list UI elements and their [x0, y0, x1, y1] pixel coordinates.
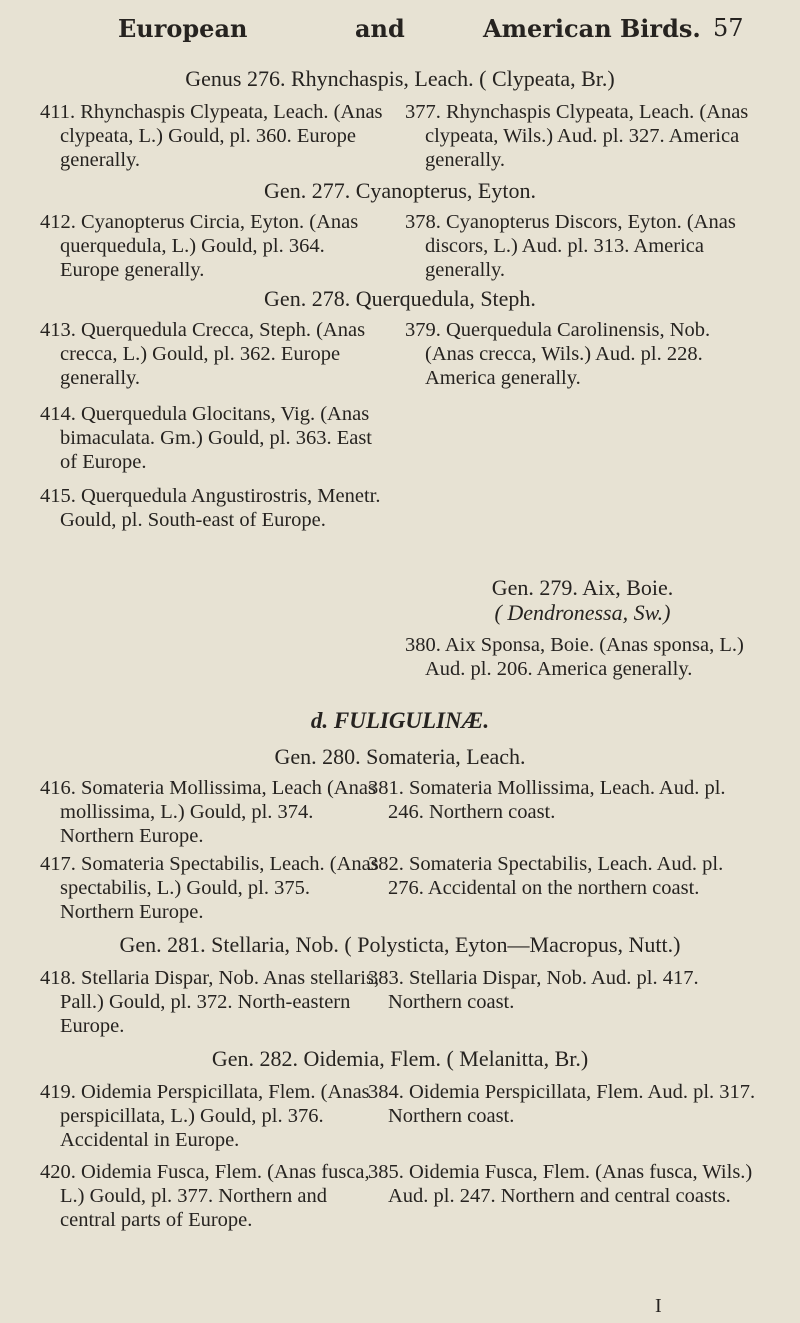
- family-heading: d. FULIGULINÆ.: [310, 708, 490, 733]
- entry-415: 415. Querquedula Angustirostris, Menetr. Gould, pl. South-east of Europe.: [40, 485, 381, 531]
- signature-mark: I: [655, 1295, 662, 1317]
- genus-heading: Gen. 278. Querquedula, Steph.: [264, 286, 536, 311]
- genus-heading: Gen. 281. Stellaria, Nob. ( Polysticta, Eyton—Macropus, Nutt.): [119, 932, 681, 957]
- entry-418: 418. Stellaria Dispar, Nob. Anas stellaris, Pall.) Gould, pl. 372. North-eastern Europe.: [40, 967, 380, 1037]
- entry-412: 412. Cyanopterus Circia, Eyton. (Anas querquedula, L.) Gould, pl. 364. Europe generally.: [40, 211, 359, 281]
- entry-416: 416. Somateria Mollissima, Leach (Anas mollissima, L.) Gould, pl. 374. Northern Europe.: [40, 777, 376, 847]
- genus-heading: Gen. 280. Somateria, Leach.: [274, 744, 526, 769]
- entry-385: 385. Oidemia Fusca, Flem. (Anas fusca, Wils.) Aud. pl. 247. Northern and central coasts.: [368, 1161, 753, 1207]
- entry-419: 419. Oidemia Perspicillata, Flem. (Anas perspicillata, L.) Gould, pl. 376. Accidental in Europe.: [40, 1081, 370, 1151]
- entry-384: 384. Oidemia Perspicillata, Flem. Aud. pl. 317. Northern coast.: [368, 1081, 756, 1127]
- entry-420: 420. Oidemia Fusca, Flem. (Anas fusca, L.) Gould, pl. 377. Northern and central parts of Europe.: [40, 1161, 370, 1231]
- page-number: 57: [713, 14, 744, 42]
- header-mid: and: [355, 14, 405, 43]
- entry-381: 381. Somateria Mollissima, Leach. Aud. pl. 246. Northern coast.: [368, 777, 726, 823]
- genus-heading: Gen. 279. Aix, Boie.: [491, 575, 674, 600]
- genus-heading: Gen. 277. Cyanopterus, Eyton.: [264, 178, 536, 203]
- genus-synonym: ( Dendronessa, Sw.): [494, 600, 671, 625]
- genus-heading: Gen. 282. Oidemia, Flem. ( Melanitta, Br.): [211, 1046, 589, 1071]
- entry-414: 414. Querquedula Glocitans, Vig. (Anas bimaculata. Gm.) Gould, pl. 363. East of Europe.: [40, 403, 372, 473]
- running-header: [0, 14, 800, 54]
- entry-411: 411. Rhynchaspis Clypeata, Leach. (Anas clypeata, L.) Gould, pl. 360. Europe generally.: [40, 101, 383, 171]
- header-right: American Birds.: [483, 14, 701, 43]
- entry-378: 378. Cyanopterus Discors, Eyton. (Anas discors, L.) Aud. pl. 313. America generally.: [405, 211, 736, 281]
- entry-417: 417. Somateria Spectabilis, Leach. (Anas spectabilis, L.) Gould, pl. 375. Northern Europe.: [40, 853, 379, 923]
- entry-379: 379. Querquedula Carolinensis, Nob. (Anas crecca, Wils.) Aud. pl. 228. America generally.: [405, 319, 711, 389]
- entry-380: 380. Aix Sponsa, Boie. (Anas sponsa, L.) Aud. pl. 206. America generally.: [405, 634, 744, 680]
- entry-383: 383. Stellaria Dispar, Nob. Aud. pl. 417. Northern coast.: [368, 967, 699, 1013]
- entry-382: 382. Somateria Spectabilis, Leach. Aud. pl. 276. Accidental on the northern coast.: [368, 853, 724, 899]
- entry-413: 413. Querquedula Crecca, Steph. (Anas crecca, L.) Gould, pl. 362. Europe generally.: [40, 319, 366, 389]
- entry-377: 377. Rhynchaspis Clypeata, Leach. (Anas clypeata, Wils.) Aud. pl. 327. America generally.: [405, 101, 749, 171]
- genus-heading: Genus 276. Rhynchaspis, Leach. ( Clypeata, Br.): [185, 66, 615, 91]
- header-left: European: [118, 14, 248, 43]
